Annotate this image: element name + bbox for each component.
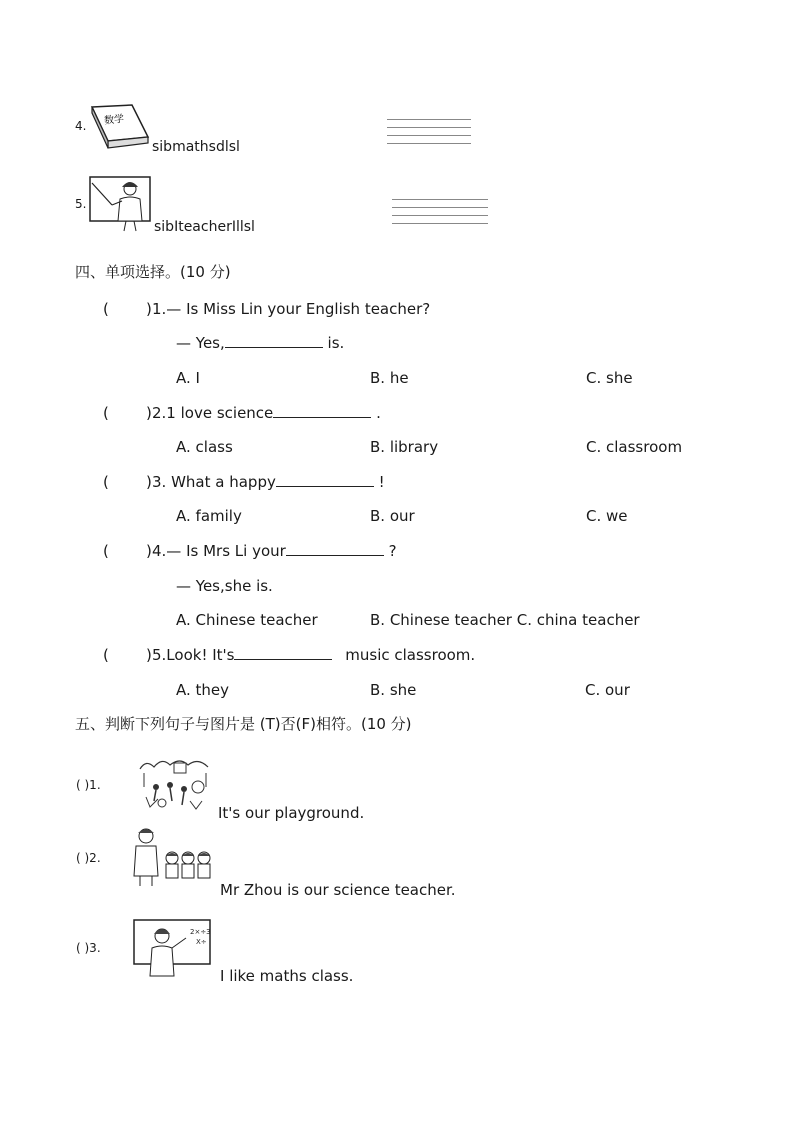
reply-line (176, 334, 344, 352)
option-c[interactable]: C. we (586, 507, 628, 525)
option-c[interactable]: C. classroom (586, 438, 683, 456)
board-text: X÷ (196, 938, 207, 946)
section-heading: 四、单项选择。(10 分) (75, 263, 231, 281)
writing-lines[interactable] (392, 199, 488, 231)
answer-paren-close: ) (146, 300, 152, 318)
scrambled-word: sibmathsdlsl (152, 139, 240, 155)
question-stem: 2.1 love science . (152, 404, 381, 422)
judge-label[interactable]: ( )2. (76, 851, 101, 865)
answer-blank[interactable] (234, 646, 332, 660)
board-text: 2×÷3 (190, 928, 211, 936)
judge-sentence: Mr Zhou is our science teacher. (220, 881, 456, 899)
reply-text: — Yes, (176, 334, 225, 352)
option-b[interactable]: B. library (370, 438, 439, 456)
item-number: 5. (75, 197, 87, 211)
maths-book-icon (88, 103, 150, 151)
answer-paren-open[interactable]: ( (103, 542, 109, 560)
option-c[interactable]: C. she (586, 369, 633, 387)
answer-paren-close: ) (146, 404, 152, 422)
option-b[interactable]: B. our (370, 507, 415, 525)
maths-blackboard-icon (132, 918, 212, 978)
option-c[interactable]: C. our (585, 681, 630, 699)
reply-text: is. (327, 334, 345, 352)
teacher-students-icon (128, 826, 216, 888)
answer-blank[interactable] (276, 473, 374, 487)
reply-text: — Yes,she is. (176, 577, 273, 595)
answer-paren-open[interactable]: ( (103, 404, 109, 422)
book-cover-text: 数学 (103, 113, 125, 127)
option-a[interactable]: A. Chinese teacher (176, 611, 318, 629)
option-a[interactable]: A. I (176, 369, 200, 387)
answer-paren-open[interactable]: ( (103, 300, 109, 318)
question-stem: 5.Look! It's music classroom. (152, 646, 476, 664)
option-a[interactable]: A. they (176, 681, 230, 699)
option-b[interactable]: B. she (370, 681, 417, 699)
answer-paren-close: ) (146, 473, 152, 491)
playground-icon (136, 757, 214, 813)
option-b[interactable]: B. he (370, 369, 409, 387)
option-a[interactable]: A. family (176, 507, 242, 525)
answer-paren-close: ) (146, 646, 152, 664)
answer-blank[interactable] (286, 542, 384, 556)
item-number: 4. (75, 119, 87, 133)
option-a[interactable]: A. class (176, 438, 233, 456)
answer-paren-open[interactable]: ( (103, 473, 109, 491)
question-stem: 1.— Is Miss Lin your English teacher? (152, 300, 431, 318)
judge-label[interactable]: ( )1. (76, 778, 101, 792)
section-heading: 五、判断下列句子与图片是 (T)否(F)相符。(10 分) (75, 715, 412, 733)
judge-sentence: I like maths class. (220, 967, 354, 985)
answer-blank[interactable] (225, 334, 323, 348)
question-stem: 3. What a happy ! (152, 473, 385, 491)
answer-blank[interactable] (273, 404, 371, 418)
answer-paren-close: ) (146, 542, 152, 560)
judge-label[interactable]: ( )3. (76, 941, 101, 955)
option-b-c[interactable]: B. Chinese teacher C. china teacher (370, 611, 640, 629)
judge-sentence: It's our playground. (218, 804, 365, 822)
teacher-pointer-icon (88, 175, 152, 233)
answer-paren-open[interactable]: ( (103, 646, 109, 664)
writing-lines[interactable] (387, 119, 471, 151)
scrambled-word: sibIteacherIllsl (154, 219, 255, 235)
question-stem: 4.— Is Mrs Li your ? (152, 542, 397, 560)
